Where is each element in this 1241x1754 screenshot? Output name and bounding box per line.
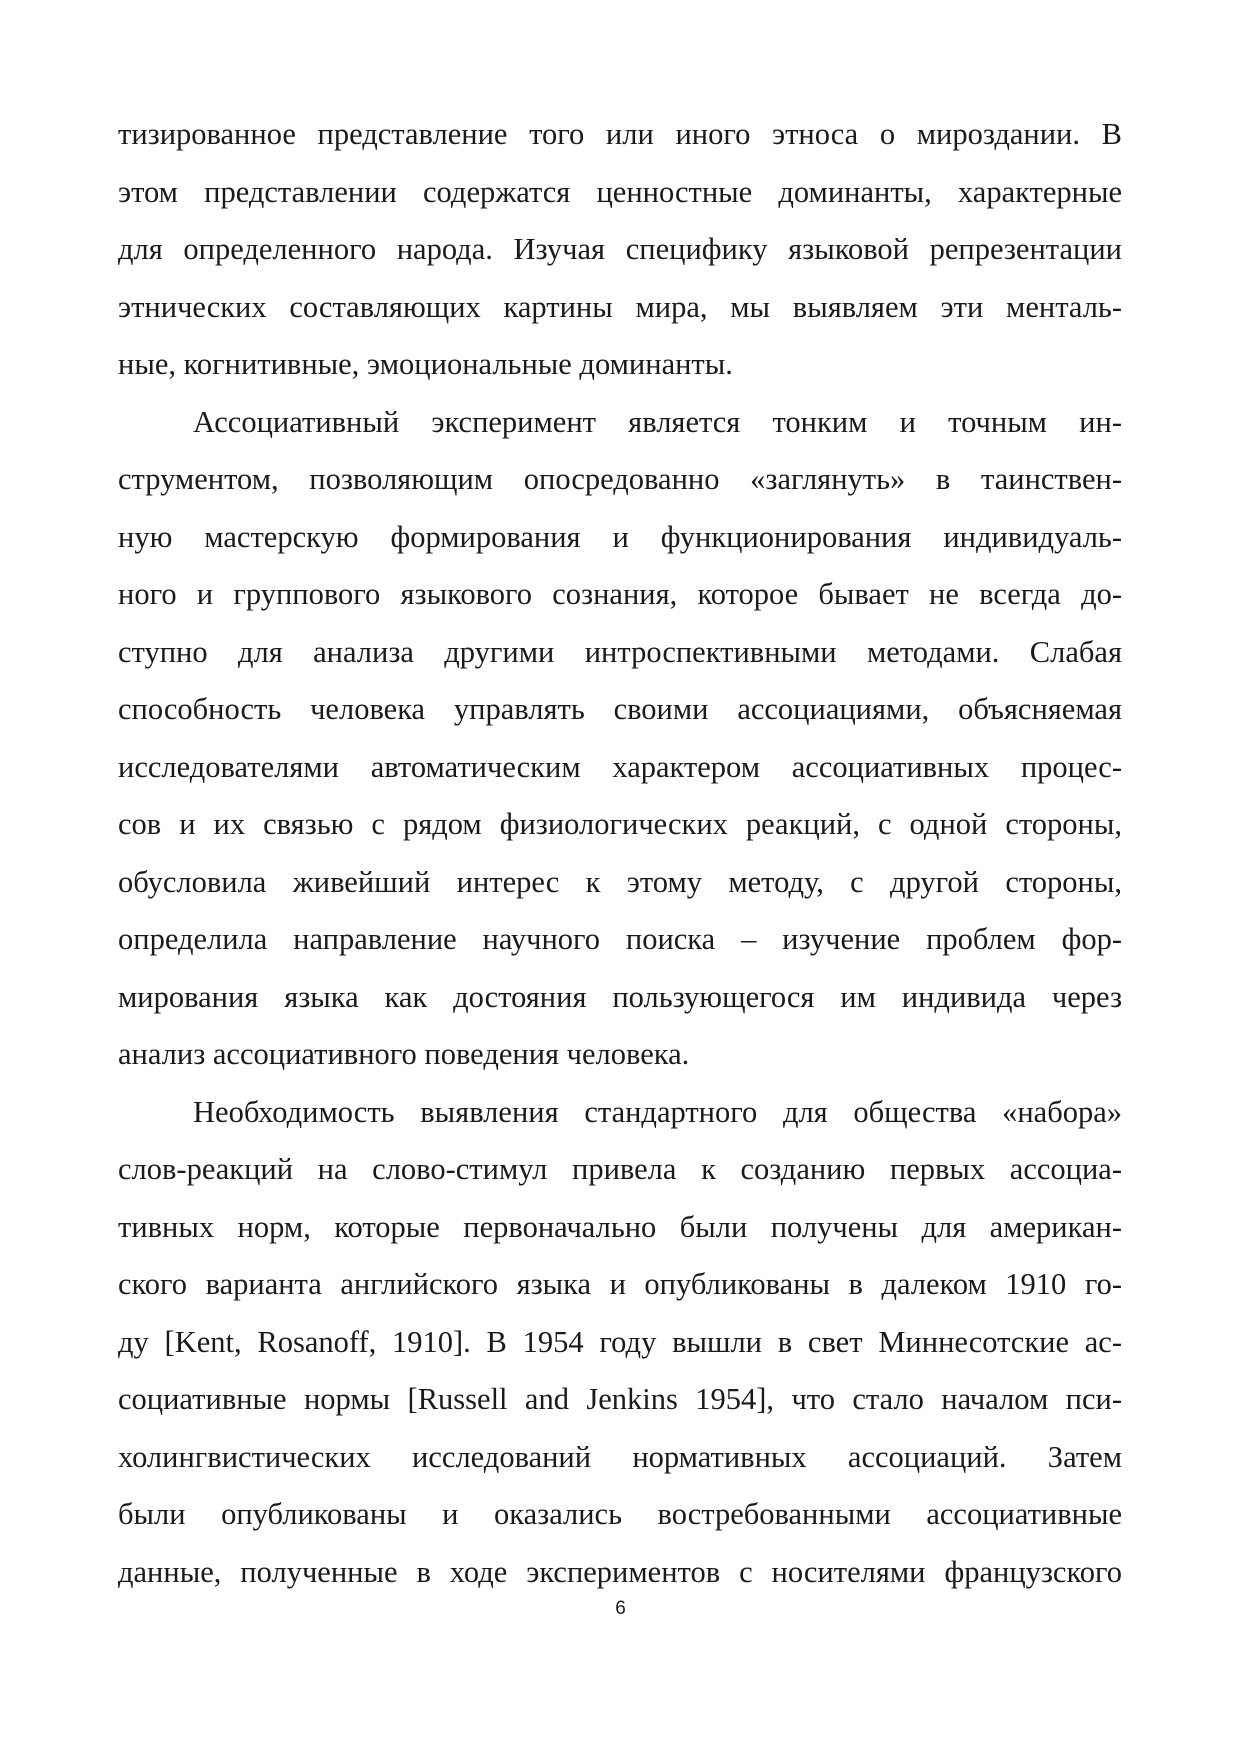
text-line: ные, когнитивные, эмоциональные доминанты.: [118, 347, 733, 381]
text-line: обусловила живейший интерес к этому методу, с другой стороны,: [118, 864, 1122, 899]
text-line: этом представлении содержатся ценностные доминанты, характерные: [118, 174, 1122, 209]
text-line: Необходимость выявления стандартного для общества «набора»: [193, 1094, 1122, 1129]
text-line: ского варианта английского языка и опубликованы в далеком 1910 го-: [118, 1267, 1122, 1301]
text-line: ду [Kent, Rosanoff, 1910]. В 1954 году вышли в свет Миннесотские ас-: [118, 1324, 1122, 1359]
text-line: слов-реакций на слово-стимул привела к созданию первых ассоциа-: [118, 1152, 1122, 1186]
text-line: мирования языка как достояния пользующегося им индивида через: [118, 979, 1122, 1014]
text-line: Ассоциативный эксперимент является тонким и точным ин-: [193, 404, 1122, 439]
text-line: ступно для анализа другими интроспективными методами. Слабая: [118, 634, 1122, 669]
text-line: ного и группового языкового сознания, которое бывает не всегда до-: [118, 577, 1122, 611]
text-line: струментом, позволяющим опосредованно «заглянуть» в таинствен-: [118, 462, 1122, 496]
text-line: для определенного народа. Изучая специфику языковой репрезентации: [118, 232, 1122, 266]
text-line: способность человека управлять своими ассоциациями, объясняемая: [118, 692, 1122, 726]
text-line: были опубликованы и оказались востребованными ассоциативные: [118, 1497, 1122, 1531]
text-line: тивных норм, которые первоначально были получены для американ-: [118, 1209, 1122, 1244]
page-number: 6: [615, 1598, 626, 1619]
text-line: данные, полученные в ходе экспериментов с носителями французского: [118, 1554, 1122, 1589]
text-line: сов и их связью с рядом физиологических реакций, с одной стороны,: [118, 807, 1122, 841]
text-line: социативные нормы [Russell and Jenkins 1954], что стало началом пси-: [118, 1382, 1122, 1416]
text-line: холингвистических исследований нормативных ассоциаций. Затем: [118, 1439, 1122, 1474]
text-line: определила направление научного поиска – изучение проблем фор-: [118, 922, 1122, 956]
text-line: анализ ассоциативного поведения человека.: [118, 1037, 690, 1071]
text-line: ную мастерскую формирования и функционирования индивидуаль-: [118, 519, 1122, 554]
body-text: [118, 106, 1122, 1601]
text-line: этнических составляющих картины мира, мы выявляем эти менталь-: [118, 289, 1122, 324]
text-line: тизированное представление того или иного этноса о мироздании. В: [118, 117, 1122, 151]
text-line: исследователями автоматическим характером ассоциативных процес-: [118, 749, 1122, 784]
